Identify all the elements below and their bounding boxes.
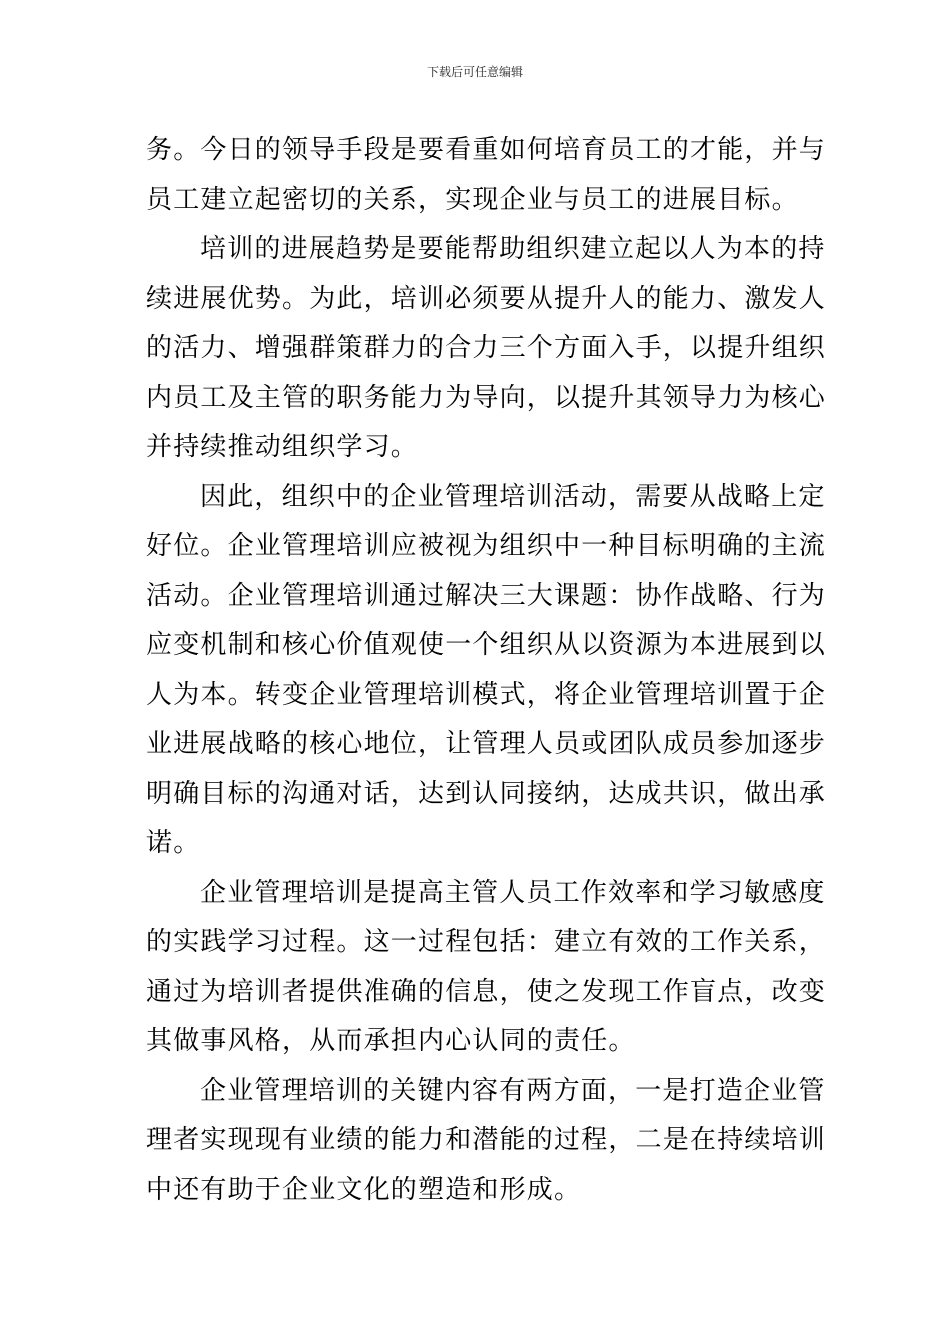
text-line: 明确目标的沟通对话，达到认同接纳，达成共识，做出承 — [146, 778, 827, 809]
paragraph — [146, 225, 827, 473]
text-line: 业进展战略的核心地位，让管理人员或团队成员参加逐步 — [146, 729, 827, 759]
text-line: 培训的进展趋势是要能帮助组织建立起以人为本的持 — [200, 234, 826, 264]
paragraph — [146, 473, 827, 869]
text-line: 人为本。转变企业管理培训模式，将企业管理培训置于企 — [146, 679, 827, 710]
document-body — [146, 126, 827, 1215]
paragraph — [146, 126, 827, 225]
text-line: 诺。 — [146, 828, 201, 858]
text-line: 企业管理培训的关键内容有两方面，一是打造企业管 — [200, 1075, 826, 1106]
text-line: 好位。企业管理培训应被视为组织中一种目标明确的主流 — [146, 531, 827, 561]
paragraph — [146, 869, 827, 1067]
text-line: 通过为培训者提供准确的信息，使之发现工作盲点，改变 — [146, 976, 827, 1007]
text-line: 应变机制和核心价值观使一个组织从以资源为本进展到以 — [146, 630, 827, 660]
text-line: 的实践学习过程。这一过程包括：建立有效的工作关系， — [146, 927, 827, 957]
page-header: 下载后可任意编辑 — [426, 65, 523, 79]
text-line: 因此，组织中的企业管理培训活动，需要从战略上定 — [200, 481, 826, 512]
text-line: 的活力、增强群策群力的合力三个方面入手，以提升组织 — [146, 333, 827, 363]
text-line: 其做事风格，从而承担内心认同的责任。 — [146, 1026, 636, 1056]
text-line: 员工建立起密切的关系，实现企业与员工的进展目标。 — [146, 184, 799, 215]
text-line: 活动。企业管理培训通过解决三大课题：协作战略、行为 — [146, 580, 827, 611]
text-line: 理者实现现有业绩的能力和潜能的过程，二是在持续培训 — [146, 1125, 827, 1155]
text-line: 企业管理培训是提高主管人员工作效率和学习敏感度 — [200, 877, 826, 908]
paragraph — [146, 1067, 827, 1216]
text-line: 务。今日的领导手段是要看重如何培育员工的才能，并与 — [146, 135, 827, 165]
text-line: 续进展优势。为此，培训必须要从提升人的能力、激发人 — [146, 283, 827, 314]
text-line: 并持续推动组织学习。 — [146, 432, 419, 462]
text-line: 中还有助于企业文化的塑造和形成。 — [146, 1174, 582, 1205]
text-line: 内员工及主管的职务能力为导向，以提升其领导力为核心 — [146, 382, 827, 413]
